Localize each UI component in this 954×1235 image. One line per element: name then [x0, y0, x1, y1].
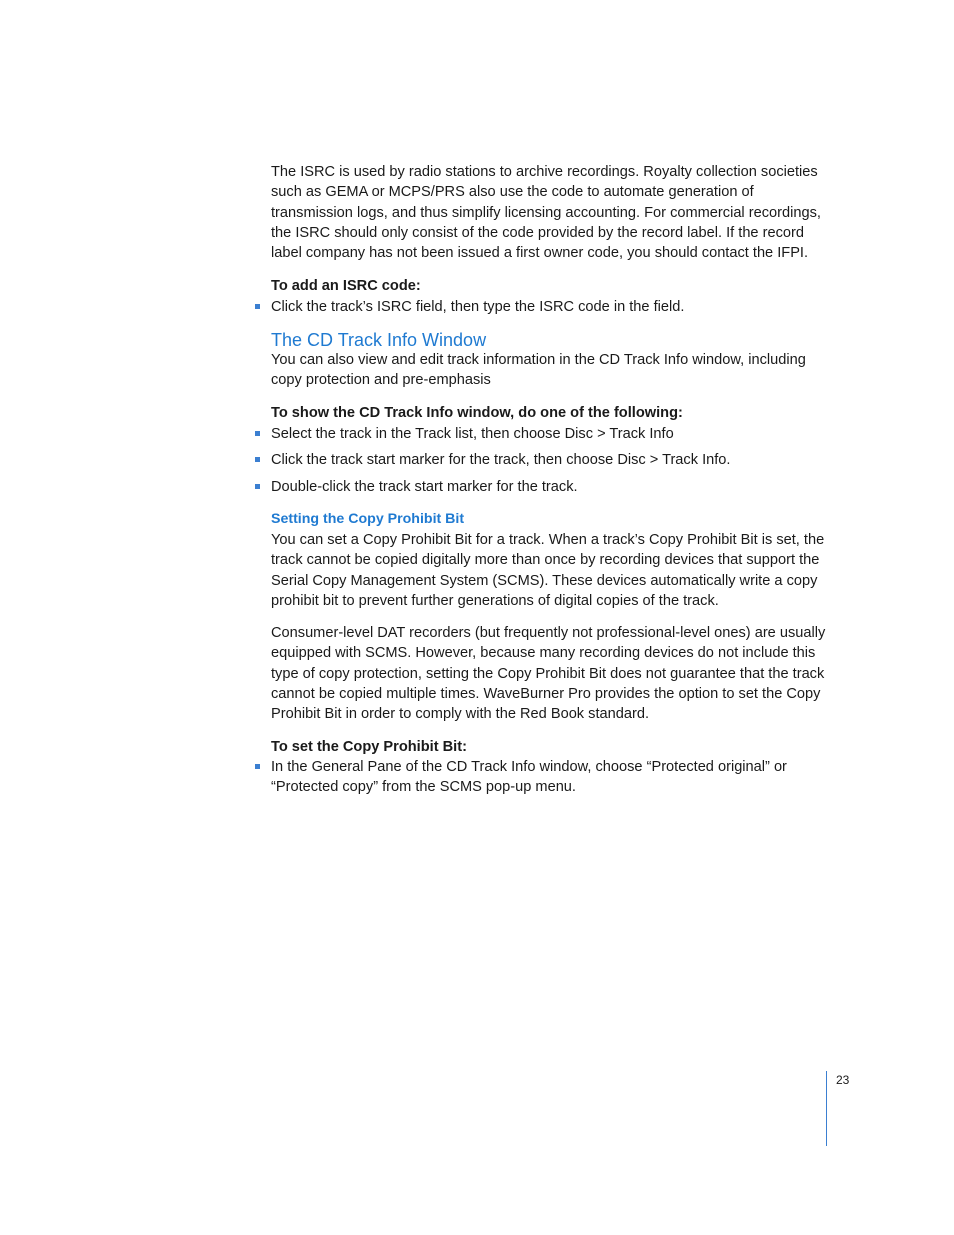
cd-track-info-paragraph: You can also view and edit track information in the CD Track Info window, including copy protection and pre-emphasis — [271, 352, 806, 389]
list-item-text: Click the track’s ISRC field, then type the ISRC code in the field. — [271, 299, 685, 315]
page-number: 23 — [836, 1073, 850, 1087]
list-item-text: Click the track start marker for the track, then choose Disc > Track Info. — [271, 452, 731, 468]
footer-rule — [826, 1071, 827, 1146]
intro-paragraph: The ISRC is used by radio stations to archive recordings. Royalty collection societies such as GEMA or MCPS/PRS also use the code to automate generation of transmission logs, and thus simplify licensing accounting. For commercial recordings, the ISRC should only consist of the code provided by the record label. If the record label company has not been issued a first owner code, you should contact the IFPI. — [271, 164, 821, 262]
show-cd-track-info-lead: To show the CD Track Info window, do one of the following: — [271, 405, 683, 421]
copy-prohibit-paragraph-2: Consumer-level DAT recorders (but frequently not professional-level ones) are usually equipped with SCMS. However, because many recording devices do not include this type of copy protection, setting the Copy Prohibit Bit does not guarantee that the track cannot be copied multiple times. WaveBurner Pro provides the option to set the Copy Prohibit Bit in order to comply with the Red Book standard. — [271, 625, 826, 723]
list-item-text: In the General Pane of the CD Track Info window, choose “Protected original” or “Protected copy” from the SCMS pop-up menu. — [271, 759, 787, 796]
set-copy-prohibit-lead: To set the Copy Prohibit Bit: — [271, 739, 467, 755]
bullet-icon — [255, 457, 260, 462]
list-item-text: Double-click the track start marker for the track. — [271, 479, 578, 495]
bullet-icon — [255, 431, 260, 436]
list-item — [271, 297, 831, 317]
bullet-icon — [255, 764, 260, 769]
bullet-icon — [255, 304, 260, 309]
list-item — [271, 757, 831, 798]
list-item — [271, 477, 831, 497]
list-item-text: Select the track in the Track list, then choose Disc > Track Info — [271, 426, 674, 442]
subsection-heading-copy-prohibit: Setting the Copy Prohibit Bit — [271, 511, 465, 527]
list-item — [271, 450, 831, 470]
add-isrc-lead: To add an ISRC code: — [271, 278, 421, 294]
section-heading-cd-track-info: The CD Track Info Window — [271, 330, 487, 350]
list-item — [271, 424, 831, 444]
bullet-icon — [255, 484, 260, 489]
copy-prohibit-paragraph-1: You can set a Copy Prohibit Bit for a track. When a track’s Copy Prohibit Bit is set, the track cannot be copied digitally more than once by recording devices that support the Serial Copy Management System (SCMS). These devices automatically write a copy prohibit bit to prevent further generations of digital copies of the track. — [271, 532, 825, 609]
